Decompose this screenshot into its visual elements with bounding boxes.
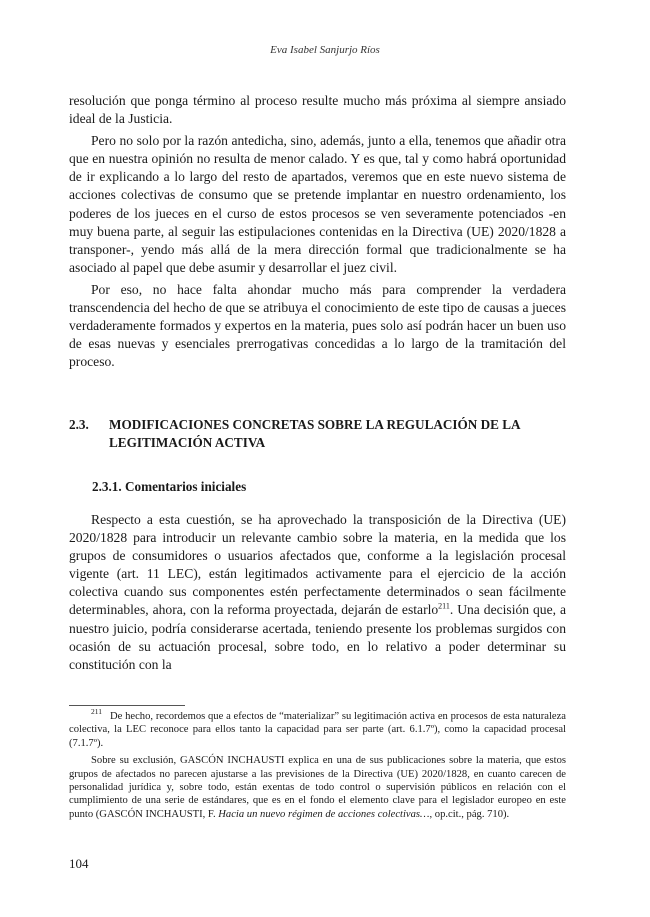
footnote-continuation <box>69 754 566 821</box>
section-heading <box>69 416 566 451</box>
footnote-divider <box>69 705 185 706</box>
running-head: Eva Isabel Sanjurjo Ríos <box>270 44 380 56</box>
subsection-title: 2.3.1. Comentarios iniciales <box>92 479 247 494</box>
footnotes <box>69 707 566 821</box>
paragraph-text: . Una decisión que, a nuestro juicio, podría considerarse acertada, teniendo presente los problemas surgidos con ocasión de su actuación procesal, sobre todo, en lo relativo a poder determinar su constitución con la <box>69 602 566 672</box>
footnote-text: De hecho, recordemos que a efectos de “materializar” su legitimación activa en procesos de esta naturaleza colectiva, la LEC reconoce para ellos tanto la capacidad para ser parte (art. 6.1.7º), como la capacidad procesal (7.1.7º). <box>69 711 566 749</box>
cited-work-title: Hacia un nuevo régimen de acciones colectivas… <box>218 808 430 820</box>
footnote-text: Sobre su exclusión, GASCÓN INCHAUSTI explica en una de sus publicaciones sobre la materia, que estos grupos de afectados no parecen ajustarse a las previsiones de la Directiva (UE) 2020/1828, en cuanto carecen de personalidad jurídica y, sobre todo, están exentas de todo control o supervisión públicos en relación con el cumplimiento de una serie de estándares, que es en el fondo el elemento clave para el legislador europeo en este punto (GASCÓN INCHAUSTI, F. <box>69 755 566 820</box>
footnote-text: , op.cit., pág. 710). <box>429 808 510 820</box>
paragraph-text: Respecto a esta cuestión, se ha aprovechado la transposición de la Directiva (UE) 2020/1828 para introducir un relevante cambio sobre la materia, en la medida que los grupos de consumidores o usuarios afectados que, conforme a la legislación procesal vigente (art. 11 LEC), están legitimados activamente para el ejercicio de la acción colectiva cuando sus componentes estén perfectamente determinados o sean fácilmente determinables, ahora, con la reforma proyectada, dejarán de estarlo <box>69 512 566 618</box>
paragraph: Pero no solo por la razón antedicha, sino, además, junto a ella, tenemos que añadir otra que en nuestra opinión no resulta de menor calado. Y es que, tal y como habrá oportunidad de ir explicando a lo largo del resto de apartados, veremos que en este nuevo sistema de acciones colectivas de consumo que se pretende implantar en nuestro ordenamiento, los poderes de los jueces en el curso de estos procesos se ven severamente potenciados -en muy buena parte, al seguir las estipulaciones contenidas en la Directiva (UE) 2020/1828 a transponer-, yendo más allá de la mera dirección formal que tradicionalmente se ha asociado al papel que debe asumir y desarrollar el juez civil. <box>69 133 566 275</box>
section-title: MODIFICACIONES CONCRETAS SOBRE LA REGULACIÓN DE LA LEGITIMACIÓN ACTIVA <box>109 417 520 450</box>
footnote <box>69 707 566 750</box>
intro-text <box>69 92 566 371</box>
page-number: 104 <box>69 856 89 871</box>
paragraph: resolución que ponga término al proceso resulte mucho más próxima al siempre ansiado ideal de la Justicia. <box>69 93 566 127</box>
paragraph <box>69 511 566 674</box>
main-text <box>69 511 566 674</box>
paragraph: Por eso, no hace falta ahondar mucho más para comprender la verdadera transcendencia del hecho de que se atribuya el conocimiento de este tipo de causas a jueces verdaderamente formados y expertos en la materia, pues solo así podrán hacer un buen uso de esas nuevas y esenciales prerrogativas concedidas a lo largo de la tramitación del proceso. <box>69 281 566 370</box>
footnote-number: 211 <box>91 707 102 717</box>
footnote-reference[interactable]: 211 <box>438 601 450 611</box>
section-number: 2.3. <box>69 417 89 432</box>
